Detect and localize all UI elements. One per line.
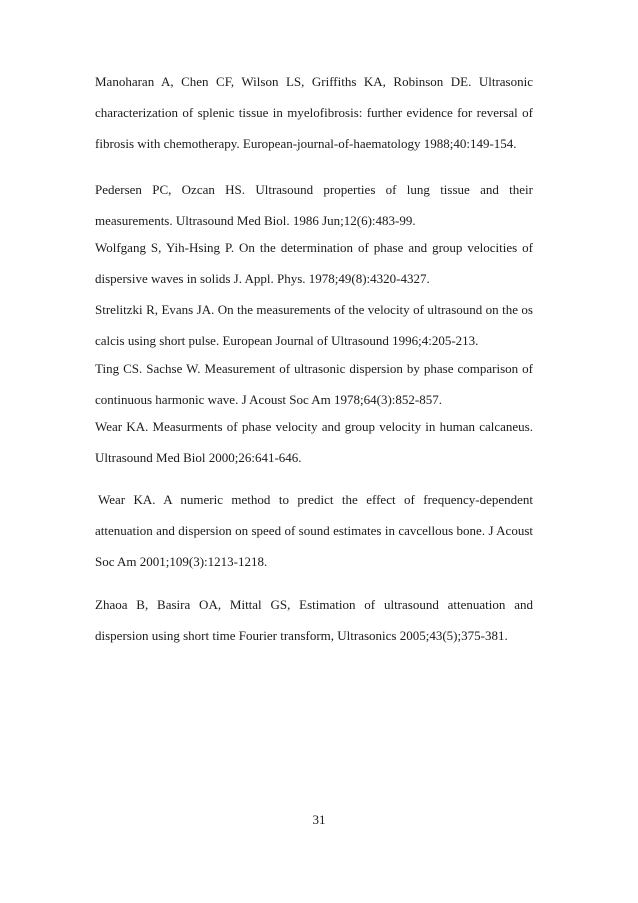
page-number: 31 xyxy=(312,812,326,827)
reference-wolfgang: Wolfgang S, Yih-Hsing P. On the determination of phase and group velocities of dispersive waves in solids J. Appl. Phys. 1978;49(8):4320-4327. xyxy=(95,240,533,286)
reference-wear-2001: Wear KA. A numeric method to predict the effect of frequency-dependent attenuation and dispersion on speed of sound estimates in cavcellous bone. J Acoust Soc Am 2001;109(3):1213-1218. xyxy=(95,492,533,569)
reference-zhaoa: Zhaoa B, Basira OA, Mittal GS, Estimation of ultrasound attenuation and dispersion using short time Fourier transform, Ultrasonics 2005;43(5);375-381. xyxy=(95,597,533,643)
reference-ting: Ting CS. Sachse W. Measurement of ultrasonic dispersion by phase comparison of continuous harmonic wave. J Acoust Soc Am 1978;64(3):852-857. xyxy=(95,361,533,407)
reference-wear-2000: Wear KA. Measurments of phase velocity and group velocity in human calcaneus. Ultrasound Med Biol 2000;26:641-646. xyxy=(95,419,533,465)
reference-manoharan: Manoharan A, Chen CF, Wilson LS, Griffiths KA, Robinson DE. Ultrasonic characterization of splenic tissue in myelofibrosis: further evidence for reversal of fibrosis with chemotherapy. European-journal-of-haematology 1988;40:149-154. xyxy=(95,74,533,151)
reference-pedersen: Pedersen PC, Ozcan HS. Ultrasound properties of lung tissue and their measurements. Ultrasound Med Biol. 1986 Jun;12(6):483-99. xyxy=(95,182,533,228)
reference-strelitzki: Strelitzki R, Evans JA. On the measurements of the velocity of ultrasound on the os calcis using short pulse. European Journal of Ultrasound 1996;4:205-213. xyxy=(95,302,533,348)
